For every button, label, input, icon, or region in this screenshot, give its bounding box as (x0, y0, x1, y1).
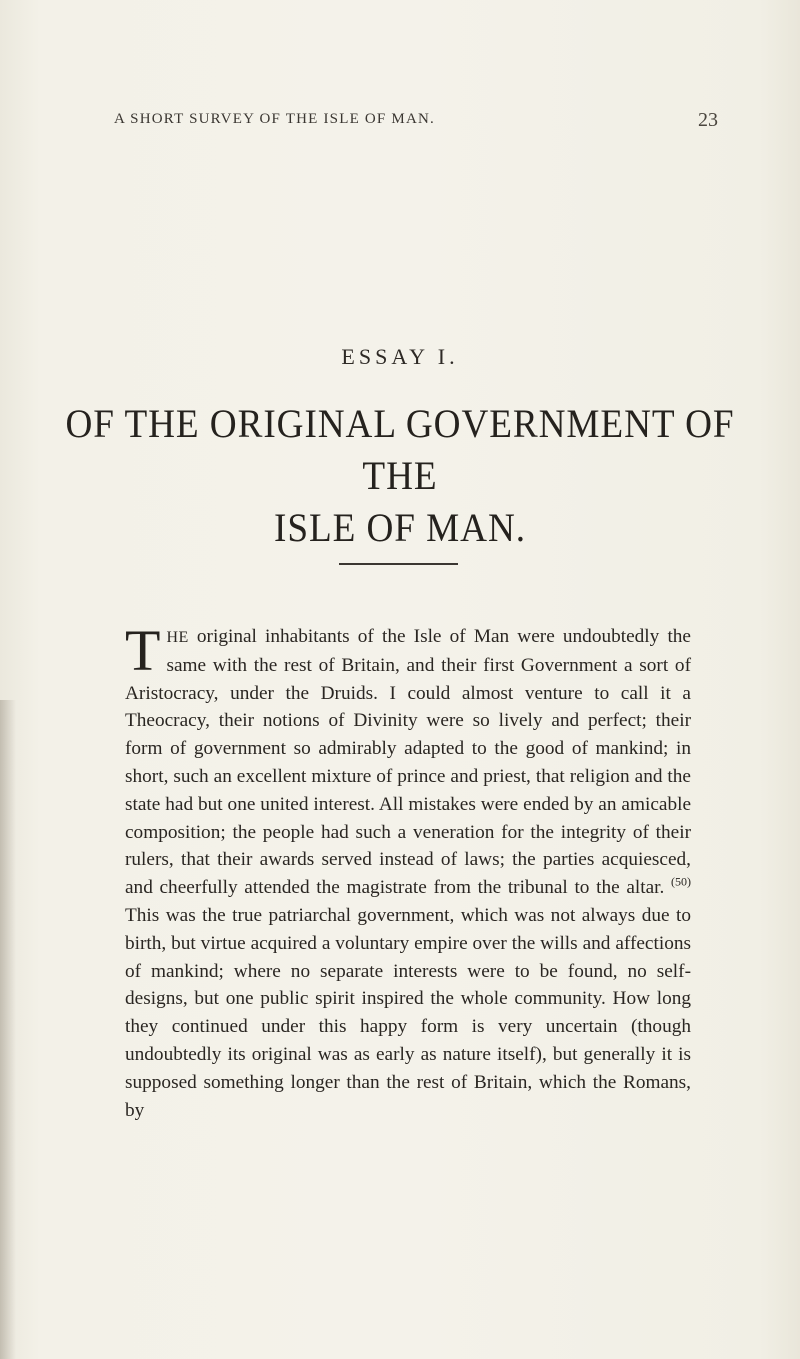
drop-cap: T (125, 618, 161, 683)
essay-label: ESSAY I. (341, 344, 459, 369)
title-divider-rule (339, 563, 458, 565)
paragraph-text-part-2: This was the true patriarchal government, which was not always due to birth, but virtue acquired a voluntary empire over the wills and affections of mankind; where no separate interests were to be found, no self-designs, but one public spirit inspired the whole community. How long they continued under this happy form is very uncertain (though undoubtedly its original was as early as nature itself), but generally it is supposed something longer than the rest of Britain, which the Romans, by (125, 904, 691, 1121)
page-number: 23 (698, 109, 718, 131)
footnote-reference: (50) (671, 874, 691, 889)
first-word-smallcaps: HE (166, 629, 189, 646)
running-head-title: A SHORT SURVEY OF THE ISLE OF MAN. (114, 111, 435, 127)
body-paragraph (125, 618, 691, 1124)
body-text (125, 618, 691, 1124)
chapter-title (28, 398, 772, 554)
page-gutter-shadow (0, 700, 16, 1359)
chapter-title-line-2: ISLE OF MAN. (274, 505, 526, 550)
paragraph-text-part-1: original inhabitants of the Isle of Man were undoubtedly the same with the rest of Britain, and their first Government a sort of Aristocracy, under the Druids. I could almost venture to call it a Theocracy, their notions of Divinity were so lively and perfect; their form of government so admirably adapted to the good of mankind; in short, such an excellent mixture of prince and priest, that religion and the state had but one united interest. All mistakes were ended by an amicable composition; the people had such a veneration for the integrity of their rulers, that their awards served instead of laws; the parties acquiesced, and cheerfully attended the magistrate from the tribunal to the altar. (125, 626, 691, 899)
chapter-title-line-1: OF THE ORIGINAL GOVERNMENT OF THE (65, 401, 735, 498)
running-head (100, 109, 718, 141)
